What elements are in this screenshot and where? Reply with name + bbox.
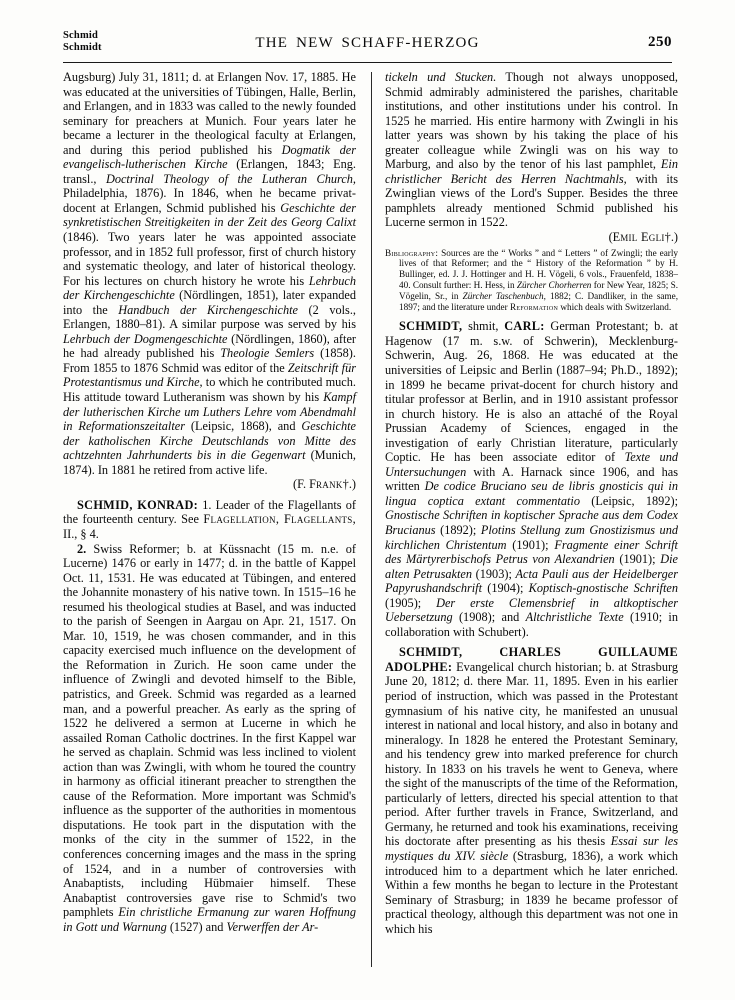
- text-run: Sources are the “ Works ” and “ Letters ” of Zwingli; the early lives of that Reformer; and the “ History of the Reformation ” by H. Bullinger, ed. J. J. Hottinger and H. H. Vögeli, 6 vols., Frauenfeld, 1838–40. Consult further: H. Hess, in: [399, 247, 678, 290]
- signature-open: (E: [608, 230, 621, 245]
- running-head-left-line2: Schmidt: [63, 41, 102, 53]
- entry-headword: SCHMIDT,: [399, 319, 463, 334]
- text-run: (Leipsic, 1868), and: [185, 419, 302, 434]
- text-run: Though not always unopposed, Schmid admirably administered the parishes, charitable institutions, and other institutions under his control. In 1525 he married. His entire harmony with Zwingli in his latter years was shown by his taking the place of his greater colleague while Zwingli was on his way to Marburg, and also by the tenor of his last pamphlet,: [385, 70, 678, 172]
- text-run: (Strasburg, 1836), a work which introduced him to a department which he later enriched. Within a few months he began to lecture in the Protestant Seminary of Strasburg; in 1839 he became professor of practical theology, although this department was not one in which his: [385, 849, 678, 936]
- entry-schmidt-charles: [385, 645, 678, 936]
- signature-name: mil Egli: [620, 230, 665, 245]
- text-run: 1882; C. Dandliker, in the same, 1897; and the literature under: [399, 290, 678, 312]
- text-run: (Nördlingen, 1860), after he had already published his: [63, 331, 357, 361]
- header-rule: [63, 62, 672, 63]
- column-divider-rule: [371, 72, 372, 967]
- cross-reference[interactable]: Reformation: [509, 301, 559, 312]
- book-title: Geschichte der synkretistischen Streitigkeiten in der Zeit des Georg Calixt: [63, 200, 356, 230]
- author-signature: [63, 477, 356, 492]
- signature-open: (F. F: [293, 477, 316, 492]
- paragraph-schmid-heinrich-continued: [63, 70, 356, 477]
- text-run: (1908); and: [452, 610, 526, 625]
- left-column: [63, 70, 356, 934]
- entry-headword: SCHMID, KONRAD:: [77, 497, 199, 512]
- book-title: Fragmente einer Schrift des Märtyrerbischofs Petrus von Alexandrien: [385, 537, 678, 567]
- entry-headword: SCHMIDT, CHARLES GUILLAUME ADOLPHE:: [385, 645, 678, 674]
- text-run: (1527) and: [166, 919, 227, 934]
- book-title: tickeln und Stucken.: [385, 70, 497, 84]
- text-run: (1846). Two years later he was appointed associate professor, and in 1852 full professor, first of church history and systematic theology, and later of historical theology. For his lectures on church history he wrote his: [63, 230, 356, 288]
- book-title: Kampf der lutherischen Kirche um Luthers Lehre vom Abendmahl in Reformationszeitalter: [63, 390, 356, 434]
- text-run: with A. Harnack since 1906, and has written: [385, 464, 678, 494]
- book-title: Lehrbuch der Kirchengeschichte: [63, 273, 356, 303]
- signature-name: rank: [315, 477, 343, 492]
- text-run: (1903);: [472, 566, 516, 581]
- text-run: (1892);: [435, 523, 481, 537]
- pronunciation: shmit,: [462, 319, 505, 334]
- book-title: Theologie Semlers: [220, 346, 315, 361]
- signature-close: †.): [342, 477, 356, 492]
- book-title: Altchristliche Texte: [525, 610, 624, 625]
- bibliography-label: Bibliography:: [385, 247, 439, 258]
- text-run: (Leipsic, 1892);: [579, 493, 678, 508]
- book-title: De codice Bruciano seu de libris gnosticis qui in lingua coptica extant commentatio: [385, 479, 678, 508]
- entry-schmidt-carl: [385, 319, 678, 639]
- sense-number: 2.: [77, 541, 87, 556]
- book-title: Doctrinal Theology of the Lutheran Church,: [105, 171, 356, 186]
- book-title: Lehrbuch der Dogmengeschichte: [63, 331, 228, 346]
- paragraph-schmid-konrad-continued: [385, 70, 678, 245]
- book-title: Der erste Clemensbrief in altkoptischer Uebersetzung: [385, 595, 678, 625]
- running-head: [63, 30, 672, 60]
- text-run: with its Zwinglian views of the Lord's Supper. Besides the three pamphlets already mentioned Schmid published his Lucerne sermon in 1522.: [385, 171, 678, 230]
- journal-title: Zürcher Chorherren: [516, 279, 592, 290]
- entry-headword-given-name: CARL:: [504, 319, 545, 334]
- book-title: Handbuch der Kirchengeschichte: [118, 302, 299, 317]
- author-signature: [385, 230, 678, 245]
- book-title: Die alten Petrusakten: [385, 552, 678, 581]
- text-run: (2 vols., Erlangen, 1880–81). A similar purpose was served by his: [63, 302, 356, 332]
- text-run: Swiss Reformer; b. at Küssnacht (15 m. n.e. of Lucerne) 1476 or early in 1477; d. in the battle of Kappel Oct. 11, 1531. He was educated at Tübingen, and entered the Johannite monastery of his native town. In 1515–16 he resumed his theological studies at Basel, and was inducted to the parish of Seengen in Aargau on Apr. 21, 1517. On Mar. 10, 1519, he was chosen commander, and in this capacity exercised much influence on the development of the Reformation in Zurich. He soon came under the influence of Zwingli and devoted himself to the Bible, patristics, and Greek. Schmid was regarded as a learned man, and a powerful preacher. As early as the spring of 1522 he delivered a sermon at Lucerne in which he assailed Roman Catholic doctrines. In the first Kappel war he served as chaplain. Schmid was less inclined to violent action than was Zwingli, with whom he toured the country in harmony as official itinerant preacher to strengthen the cause of the Reformation. More important was Schmid's influence as the supporter of the authorities in momentous disputations. He took part in the disputation with the monks of the city in the summer of 1522, in the conferences concerning images and the mass in the spring of 1524, and in a number of controversies with Anabaptists, including Hübmaier himself. These Anabaptist controversies gave rise to Schmid's two pamphlets: [63, 541, 356, 920]
- running-head-title: THE NEW SCHAFF-HERZOG: [255, 35, 480, 51]
- text-run: Evangelical church historian; b. at Strasburg June 20, 1812; d. there Mar. 11, 1895. Even in his earlier period of instruction, which was passed in the Protestant gymnasium of his native city, he manifested an unusual interest in national and local history, and also in botany and mineralogy. In 1828 he entered the Protestant Seminary, and his tendency grew into marked preference for church history. In 1833 on his travels he went to Geneva, where the sight of the manuscripts of the time of the Reformation, particularly of letters, directed his special attention to that period. After further travels in France, Switzerland, and Germany, he returned and took his examinations, receiving his doctorate after presenting as his thesis: [385, 659, 678, 849]
- text-run: (Munich, 1874). In 1881 he retired from active life.: [63, 448, 356, 477]
- book-title: Ein christliche Ermanung zur waren Hoffnung in Gott und Warnung: [63, 905, 356, 934]
- book-title: Verwerffen der Ar-: [226, 919, 319, 934]
- text-run: (1910; in collaboration with Schubert).: [385, 610, 679, 639]
- text-run: Augsburg) July 31, 1811; d. at Erlangen Nov. 17, 1885. He was educated at the universities of Tübingen, Halle, Berlin, and Erlangen, and in 1833 was called to the newly founded seminary for preachers at Munich. Four years later he became a lecturer in the theological faculty at Erlangen, and during this period published his: [63, 70, 356, 157]
- entry-schmid-konrad-sense2: [63, 542, 356, 935]
- text-run: Philadelphia, 1876). In 1846, when he became privat-docent at Erlangen, Schmid published his: [63, 186, 356, 215]
- text-run: to which he contributed much. His attitude toward Lutheranism was shown by his: [63, 375, 356, 405]
- text-run: (1904);: [482, 581, 529, 596]
- text-run: (1901);: [614, 552, 661, 567]
- book-title: Koptisch-gnostische Schriften: [528, 581, 678, 596]
- book-title: Dogmatik der evangelisch-lutherischen Kirche: [63, 142, 357, 172]
- text-run: (1905);: [385, 595, 437, 610]
- running-head-left-line1: Schmid: [63, 30, 99, 41]
- cross-reference[interactable]: Flagellation, Flagellants,: [203, 512, 356, 527]
- book-title: Plotins Stellung zum Gnostizismus und kirchlichen Christentum: [385, 523, 678, 552]
- signature-close: †.): [664, 230, 678, 245]
- book-title: Acta Pauli aus der Heidelberger Papyrushandschrift: [385, 566, 678, 596]
- text-run: (Nördlingen, 1851), later expanded into the: [63, 288, 356, 317]
- journal-title: Zürcher Taschenbuch,: [462, 290, 546, 301]
- text-run: which deals with Switzerland.: [558, 301, 672, 312]
- book-title: Gnostische Schriften in koptischer Sprache aus dem Codex Brucianus: [385, 508, 678, 537]
- bibliography-block: [385, 248, 678, 313]
- text-run: for New Year, 1825; S. Vögelin, Sr., in: [399, 279, 678, 301]
- entry-schmid-konrad: [63, 498, 356, 542]
- page-number: 250: [648, 34, 672, 50]
- book-title: Ein christlicher Bericht des Herren Nachtmahls,: [385, 157, 678, 186]
- text-run: (Erlangen, 1843; Eng. transl.,: [63, 157, 356, 186]
- book-title: Essai sur les mystiques du XIV. siècle: [385, 834, 678, 864]
- text-run: German Protestant; b. at Hagenow (17 m. s.w. of Schwerin), Mecklenburg-Schwerin, Aug. 26, 1868. He was educated at the universities of Leipsic and Berlin (1887–94; Ph.D., 1892); in 1899 he became privat-docent for church history and titular professor at Berlin, and in 1910 assistant professor in church history. He is also an attaché of the Royal Prussian Academy of Sciences, engaged in the investigation of early Christian literature, particularly Coptic. He has been associate editor of: [385, 319, 678, 465]
- text-run: 1. Leader of the Flagellants of the fourteenth century. See: [63, 497, 356, 527]
- book-title: Zeitschrift für Protestantismus und Kirche,: [63, 360, 357, 390]
- text-run: (1858). From 1855 to 1876 Schmid was editor of the: [63, 346, 356, 375]
- text-run: II., § 4.: [63, 526, 99, 541]
- book-title: Geschichte der katholischen Kirche Deutschlands von Mitte des achtzehnten Jahrhunderts bis in die Gegenwart: [63, 419, 356, 463]
- right-column: [385, 70, 678, 936]
- text-run: (1901);: [506, 537, 555, 552]
- book-title: Texte und Untersuchungen: [385, 450, 678, 479]
